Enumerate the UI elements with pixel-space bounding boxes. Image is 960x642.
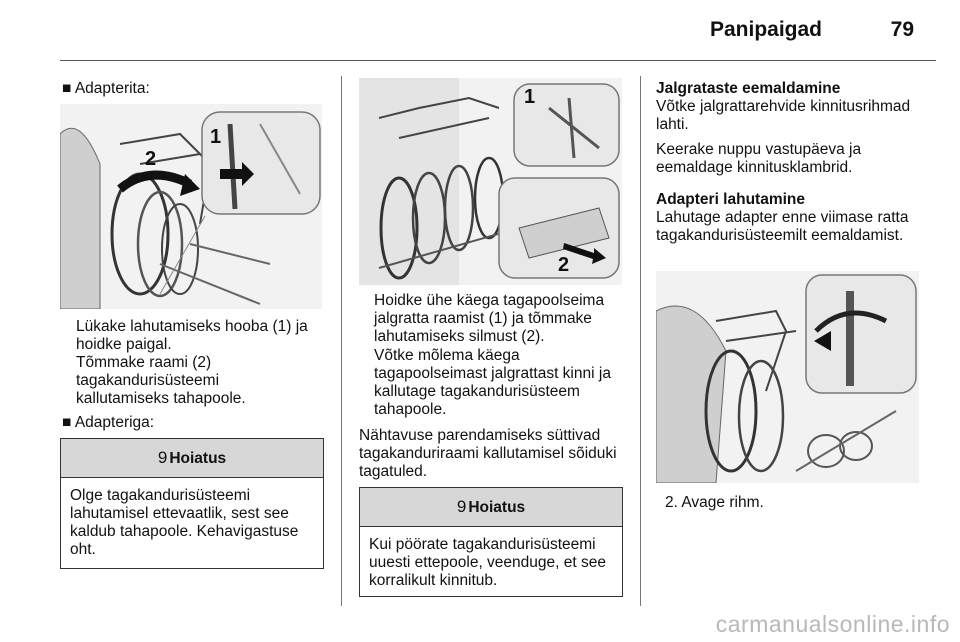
page-number: 79 — [890, 18, 914, 41]
warning-title: Hoiatus — [468, 499, 526, 516]
header-divider — [60, 60, 936, 61]
page-title: Panipaigad — [709, 18, 822, 41]
figure-label: 2 — [558, 254, 570, 276]
warning-icon: 9 — [157, 448, 168, 467]
body-paragraph: Keerake nuppu vastupäeva ja eemaldage kinnitusklambrid. — [656, 141, 862, 176]
warning-box — [60, 438, 324, 569]
figure-label: 1 — [210, 126, 222, 148]
instruction-step: Hoidke ühe käega tagapoolseima jalgratta raamist (1) ja tõmmake lahutamiseks silmust (2). — [374, 292, 605, 345]
warning-text: Olge tagakandurisüsteemi lahutamisel ettevaatlik, sest see kaldub tahapoole. Kehavigastuse oht. — [70, 487, 299, 558]
figure-label: 1 — [524, 86, 536, 108]
warning-title: Hoiatus — [169, 450, 227, 467]
warning-box — [359, 487, 623, 597]
numbered-step: 2. Avage rihm. — [665, 494, 764, 511]
instruction-step: Lükake lahutamiseks hooba (1) ja hoidke paigal. — [76, 318, 308, 353]
bullet-adapterita: ■ Adapterita: — [62, 80, 150, 97]
instruction-step: Tõmmake raami (2) tagakandurisüsteemi kallutamiseks tahapoole. — [76, 354, 246, 407]
body-paragraph: Lahutage adapter enne viimase ratta tagakandurisüsteemilt eemaldamist. — [656, 209, 909, 244]
bike-carrier-figure-2 — [359, 78, 622, 285]
column-divider — [341, 76, 342, 606]
warning-header — [61, 439, 323, 478]
warning-header — [360, 488, 622, 527]
bike-carrier-figure-1 — [60, 104, 322, 309]
warning-icon: 9 — [456, 497, 467, 516]
warning-text: Kui pöörate tagakandurisüsteemi uuesti ettepoole, veenduge, et see korralikult kinnitub. — [369, 536, 606, 589]
bullet-adapteriga: ■ Adapteriga: — [62, 414, 155, 431]
figure-label: 2 — [145, 148, 157, 170]
section-heading: Jalgrataste eemaldamine — [656, 80, 841, 97]
body-paragraph: Võtke jalgrattarehvide kinnitusrihmad lahti. — [656, 98, 911, 133]
watermark: carmanualsonline.info — [715, 611, 950, 637]
column-divider — [640, 76, 641, 606]
info-paragraph: Nähtavuse parendamiseks süttivad tagakanduriraami kallutamisel sõiduki tagatuled. — [359, 427, 617, 480]
bike-carrier-figure-3 — [656, 271, 919, 483]
section-heading: Adapteri lahutamine — [656, 191, 805, 208]
instruction-step: Võtke mõlema käega tagapoolseimast jalgrattast kinni ja kallutage tagakandurisüsteem tahapoole. — [374, 347, 611, 418]
